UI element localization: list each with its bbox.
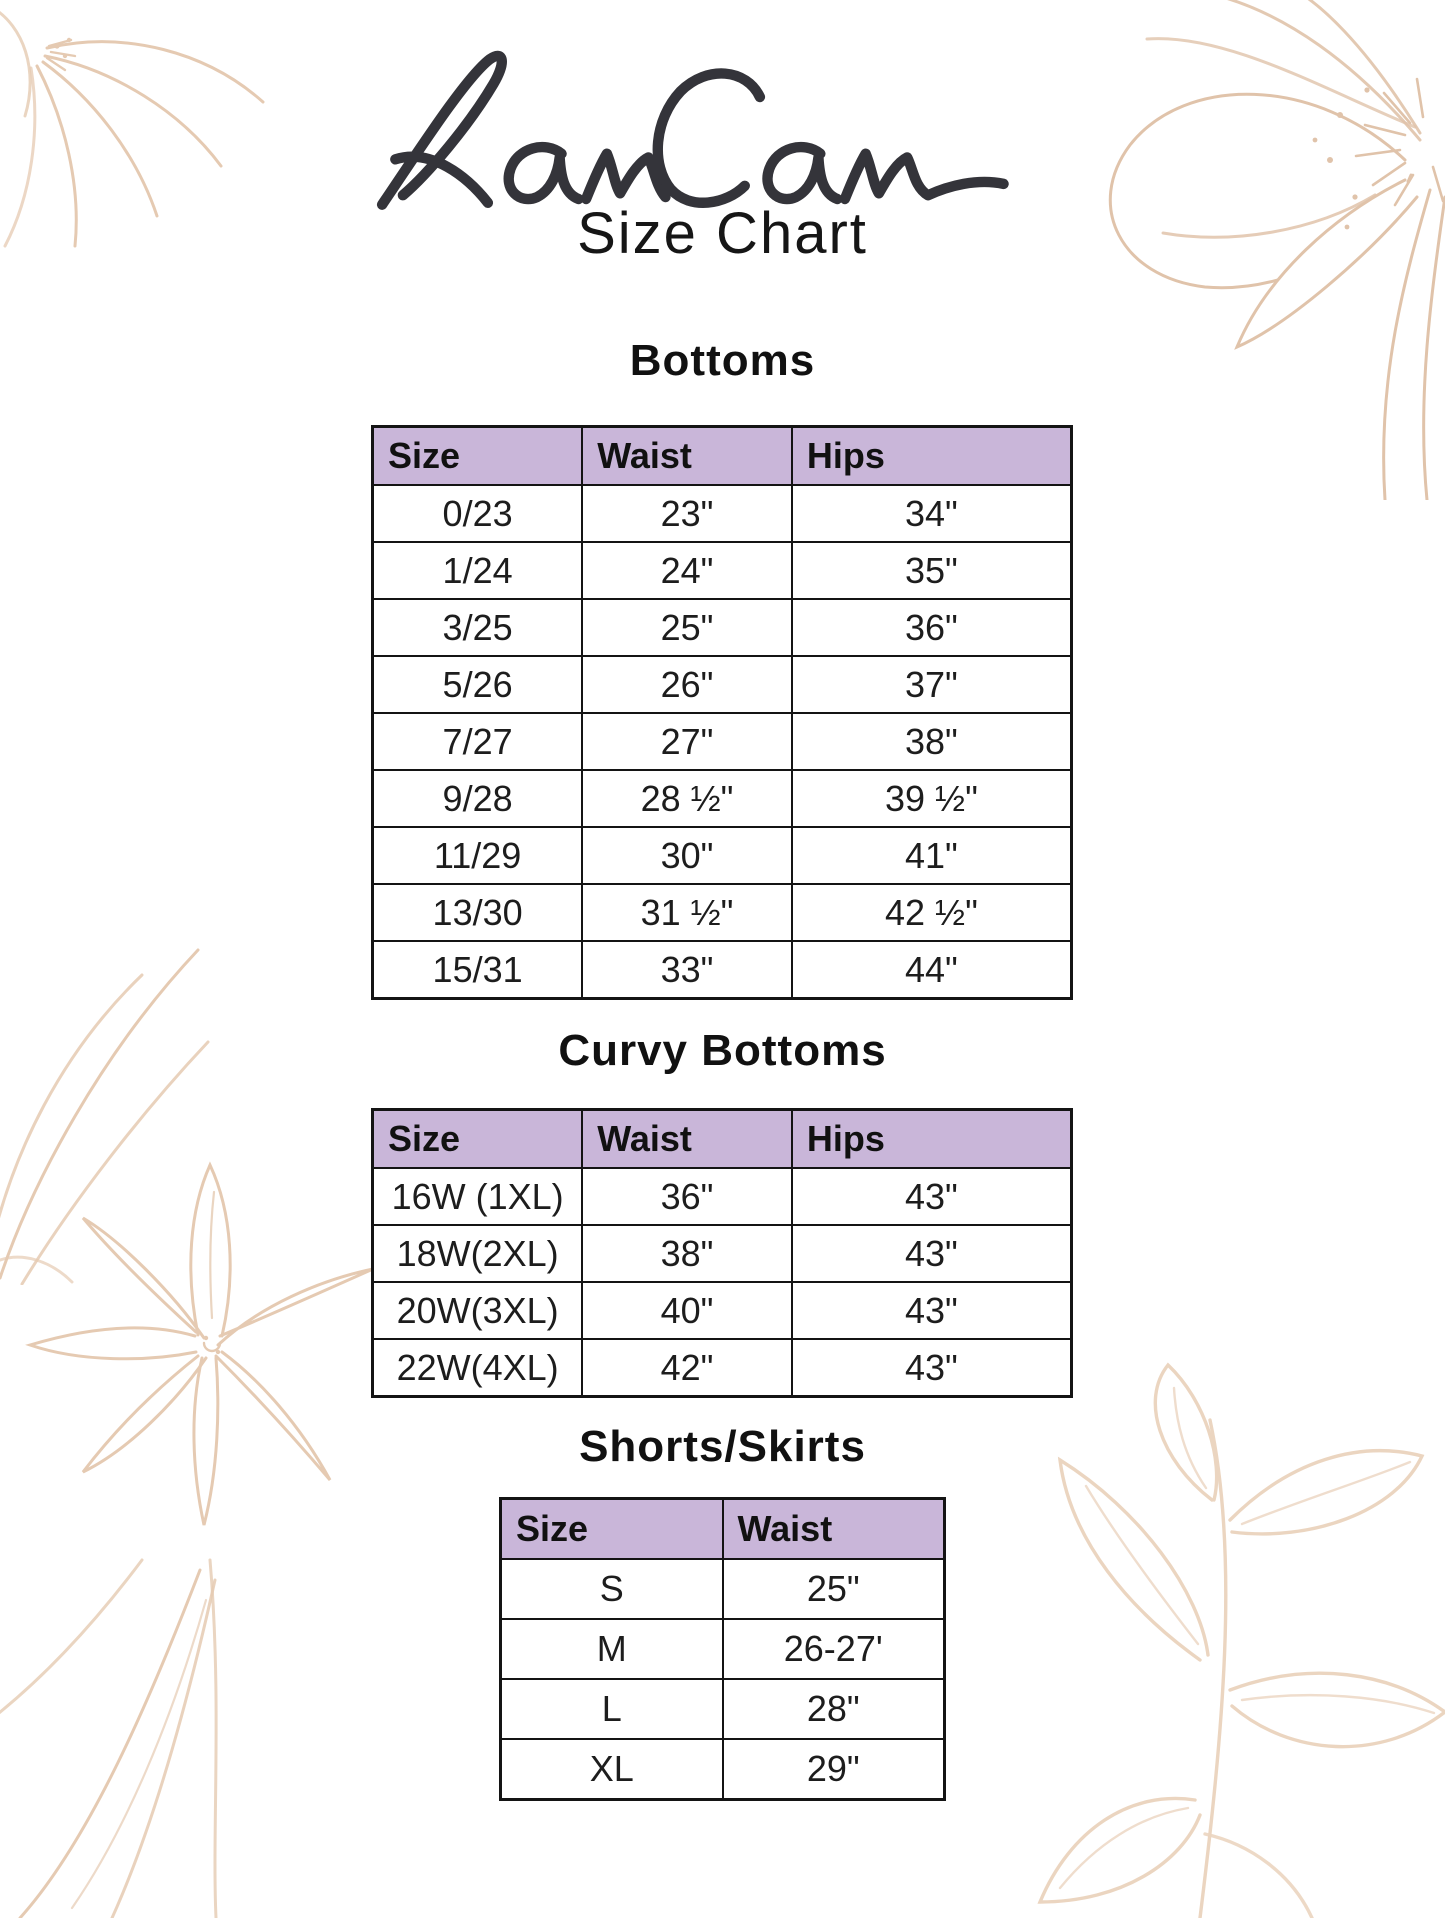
table-cell: 11/29 xyxy=(373,827,583,884)
table-cell: 40" xyxy=(582,1282,792,1339)
brand-signature-icon xyxy=(365,46,1015,216)
table-cell: 20W(3XL) xyxy=(373,1282,583,1339)
table-cell: 7/27 xyxy=(373,713,583,770)
table-cell: 28" xyxy=(723,1679,945,1739)
table-row xyxy=(501,1679,945,1739)
table-cell: 33" xyxy=(582,941,792,999)
table-cell: 39 ½" xyxy=(792,770,1072,827)
table-cell: 36" xyxy=(792,599,1072,656)
table-cell: 31 ½" xyxy=(582,884,792,941)
table-cell: 29" xyxy=(723,1739,945,1800)
table-cell: 13/30 xyxy=(373,884,583,941)
table-cell: 43" xyxy=(792,1282,1072,1339)
table-cell: 44" xyxy=(792,941,1072,999)
table-cell: 3/25 xyxy=(373,599,583,656)
table-row xyxy=(373,599,1072,656)
table-cell: 28 ½" xyxy=(582,770,792,827)
column-header-size: Size xyxy=(373,1110,583,1169)
brand-logo xyxy=(365,46,1015,216)
shorts-skirts-size-table xyxy=(499,1497,946,1801)
table-cell: 27" xyxy=(582,713,792,770)
table-cell: XL xyxy=(501,1739,723,1800)
table-cell: 41" xyxy=(792,827,1072,884)
section-heading-curvy-bottoms: Curvy Bottoms xyxy=(558,1026,887,1075)
table-cell: 43" xyxy=(792,1339,1072,1397)
table-row xyxy=(373,542,1072,599)
bottoms-size-table xyxy=(371,425,1073,1000)
table-cell: 26" xyxy=(582,656,792,713)
table-row xyxy=(373,656,1072,713)
table-cell: 0/23 xyxy=(373,485,583,542)
table-cell: 22W(4XL) xyxy=(373,1339,583,1397)
column-header-waist: Waist xyxy=(582,427,792,486)
table-row xyxy=(373,884,1072,941)
table-cell: 26-27' xyxy=(723,1619,945,1679)
section-heading-bottoms: Bottoms xyxy=(629,336,816,385)
table-cell: 38" xyxy=(792,713,1072,770)
table-cell: 24" xyxy=(582,542,792,599)
page-title: Size Chart xyxy=(577,201,868,266)
column-header-size: Size xyxy=(373,427,583,486)
column-header-hips: Hips xyxy=(792,427,1072,486)
table-row xyxy=(373,1168,1072,1225)
table-header-row xyxy=(373,427,1072,486)
table-cell: L xyxy=(501,1679,723,1739)
table-cell: 42 ½" xyxy=(792,884,1072,941)
table-row xyxy=(501,1559,945,1619)
table-cell: 37" xyxy=(792,656,1072,713)
table-header-row xyxy=(501,1499,945,1560)
table-cell: 36" xyxy=(582,1168,792,1225)
column-header-size: Size xyxy=(501,1499,723,1560)
curvy-bottoms-size-table xyxy=(371,1108,1073,1398)
table-cell: 1/24 xyxy=(373,542,583,599)
flower-bud-middle-left-icon xyxy=(0,920,235,1285)
table-cell: 25" xyxy=(582,599,792,656)
table-cell: 9/28 xyxy=(373,770,583,827)
table-cell: 34" xyxy=(792,485,1072,542)
table-cell: S xyxy=(501,1559,723,1619)
column-header-hips: Hips xyxy=(792,1110,1072,1169)
table-row xyxy=(373,1225,1072,1282)
table-row xyxy=(373,941,1072,999)
table-row xyxy=(373,1339,1072,1397)
table-cell: 23" xyxy=(582,485,792,542)
table-cell: 38" xyxy=(582,1225,792,1282)
table-cell: 42" xyxy=(582,1339,792,1397)
table-cell: 43" xyxy=(792,1168,1072,1225)
table-cell: 35" xyxy=(792,542,1072,599)
section-heading-shorts-skirts: Shorts/Skirts xyxy=(579,1422,866,1471)
table-row xyxy=(501,1739,945,1800)
table-cell: 16W (1XL) xyxy=(373,1168,583,1225)
flower-sketch-top-left-icon xyxy=(0,0,295,330)
table-cell: 25" xyxy=(723,1559,945,1619)
table-cell: 43" xyxy=(792,1225,1072,1282)
table-row xyxy=(373,827,1072,884)
table-row xyxy=(373,713,1072,770)
table-cell: 30" xyxy=(582,827,792,884)
table-cell: M xyxy=(501,1619,723,1679)
table-cell: 18W(2XL) xyxy=(373,1225,583,1282)
table-row xyxy=(373,770,1072,827)
column-header-waist: Waist xyxy=(582,1110,792,1169)
table-row xyxy=(373,1282,1072,1339)
table-row xyxy=(501,1619,945,1679)
table-row xyxy=(373,485,1072,542)
table-header-row xyxy=(373,1110,1072,1169)
table-cell: 5/26 xyxy=(373,656,583,713)
column-header-waist: Waist xyxy=(723,1499,945,1560)
table-cell: 15/31 xyxy=(373,941,583,999)
